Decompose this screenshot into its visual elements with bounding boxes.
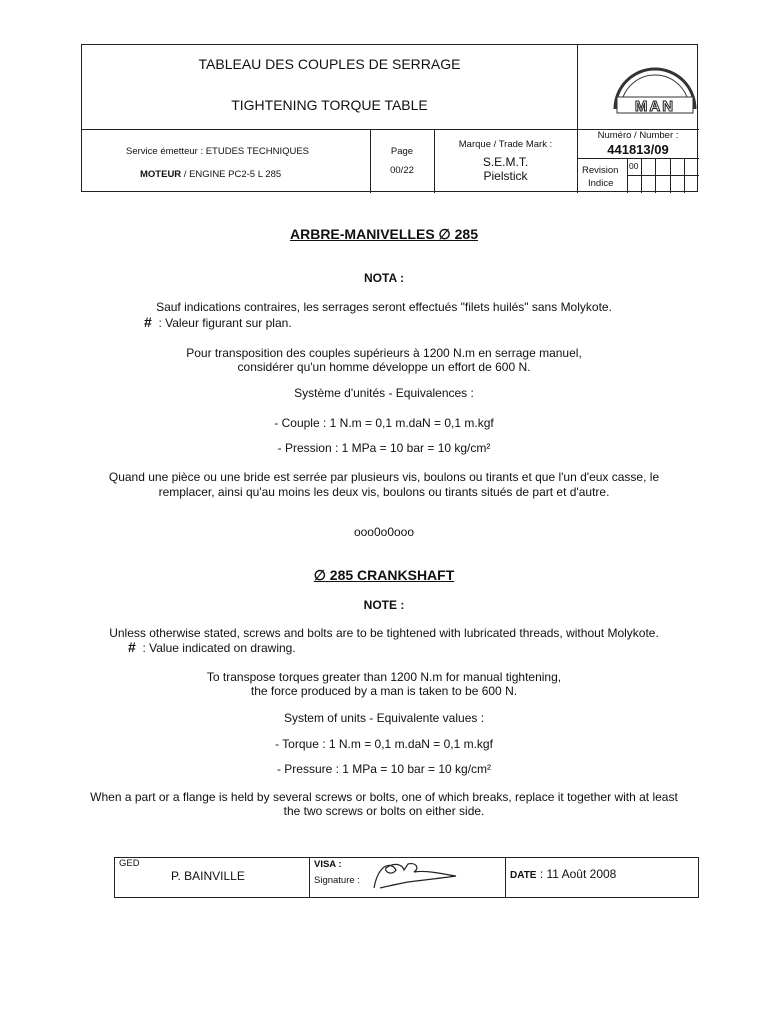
nota-label: NOTA :	[364, 271, 404, 285]
trade-mark-line1: S.E.M.T.	[482, 155, 529, 169]
ged-name: P. BAINVILLE	[171, 869, 245, 883]
engine-text: MOTEUR / ENGINE PC2-5 L 285	[140, 169, 282, 180]
footer-box	[114, 857, 699, 898]
header-box	[81, 44, 698, 192]
number-label: Numéro / Number :	[597, 130, 679, 141]
ged-cell	[115, 858, 310, 897]
date-text: DATE : 11 Août 2008	[510, 867, 617, 881]
english-transp2: the force produced by a man is taken to be 600 N.	[250, 684, 518, 698]
number-value: 441813/09	[607, 142, 669, 157]
page-label: Page	[390, 146, 414, 157]
note-label: NOTE :	[363, 598, 405, 612]
english-hash-line: # : Value indicated on drawing.	[128, 639, 296, 655]
french-pression: - Pression : 1 MPa = 10 bar = 10 kg/cm²	[277, 441, 491, 455]
page-value: 00/22	[390, 165, 414, 176]
english-transp1: To transpose torques greater than 1200 N.m for manual tightening,	[206, 670, 562, 684]
english-part1: When a part or a flange is held by several screws or bolts, one of which breaks, replace it together with at least	[90, 790, 678, 804]
title-fr: TABLEAU DES COUPLES DE SERRAGE	[198, 56, 461, 72]
visa-cell	[310, 858, 506, 897]
french-transp2: considérer qu'un homme développe un effort de 600 N.	[237, 360, 531, 374]
french-piece1: Quand une pièce ou une bride est serrée par plusieurs vis, boulons ou tirants et que l'un d'eux casse, le	[108, 470, 660, 484]
english-part2: the two screws or bolts on either side.	[283, 804, 485, 818]
ged-label: GED	[119, 858, 140, 869]
logo-text: MAN	[634, 98, 676, 115]
signature-image	[368, 858, 463, 896]
english-line1: Unless otherwise stated, screws and bolts are to be tightened with lubricated threads, without Molykote.	[109, 626, 659, 640]
french-units: Système d'unités - Equivalences :	[294, 386, 474, 400]
french-couple: - Couple : 1 N.m = 0,1 m.daN = 0,1 m.kgf	[274, 416, 494, 430]
revision-value: 00	[629, 161, 639, 171]
title-en: TIGHTENING TORQUE TABLE	[231, 97, 428, 113]
date-cell	[506, 858, 698, 897]
visa-label: VISA :	[314, 859, 342, 870]
english-units: System of units - Equivalente values :	[283, 711, 485, 725]
trade-mark-label: Marque / Trade Mark :	[458, 139, 553, 150]
french-transp1: Pour transposition des couples supérieurs à 1200 N.m en serrage manuel,	[186, 346, 582, 360]
service-text: Service émetteur : ETUDES TECHNIQUES	[126, 146, 310, 157]
separator: ooo0o0ooo	[353, 525, 415, 539]
indice-label: Indice	[588, 178, 614, 189]
trade-mark-line2: Pielstick	[483, 169, 528, 183]
english-torque: - Torque : 1 N.m = 0,1 m.daN = 0,1 m.kgf	[275, 737, 493, 751]
french-hash-line: # : Valeur figurant sur plan.	[144, 314, 292, 330]
revision-label: Revision	[582, 165, 619, 176]
french-line1: Sauf indications contraires, les serrages seront effectués "filets huilés" sans Molykote.	[156, 300, 612, 314]
french-piece2: remplacer, ainsi qu'au moins les deux vis, boulons ou tirants situés de part et d'autre.	[158, 485, 610, 499]
english-pressure: - Pressure : 1 MPa = 10 bar = 10 kg/cm²	[276, 762, 492, 776]
signature-label: Signature :	[314, 875, 360, 886]
french-heading: ARBRE-MANIVELLES ∅ 285	[289, 226, 478, 242]
man-logo	[609, 59, 701, 119]
english-heading: ∅ 285 CRANKSHAFT	[313, 567, 455, 583]
